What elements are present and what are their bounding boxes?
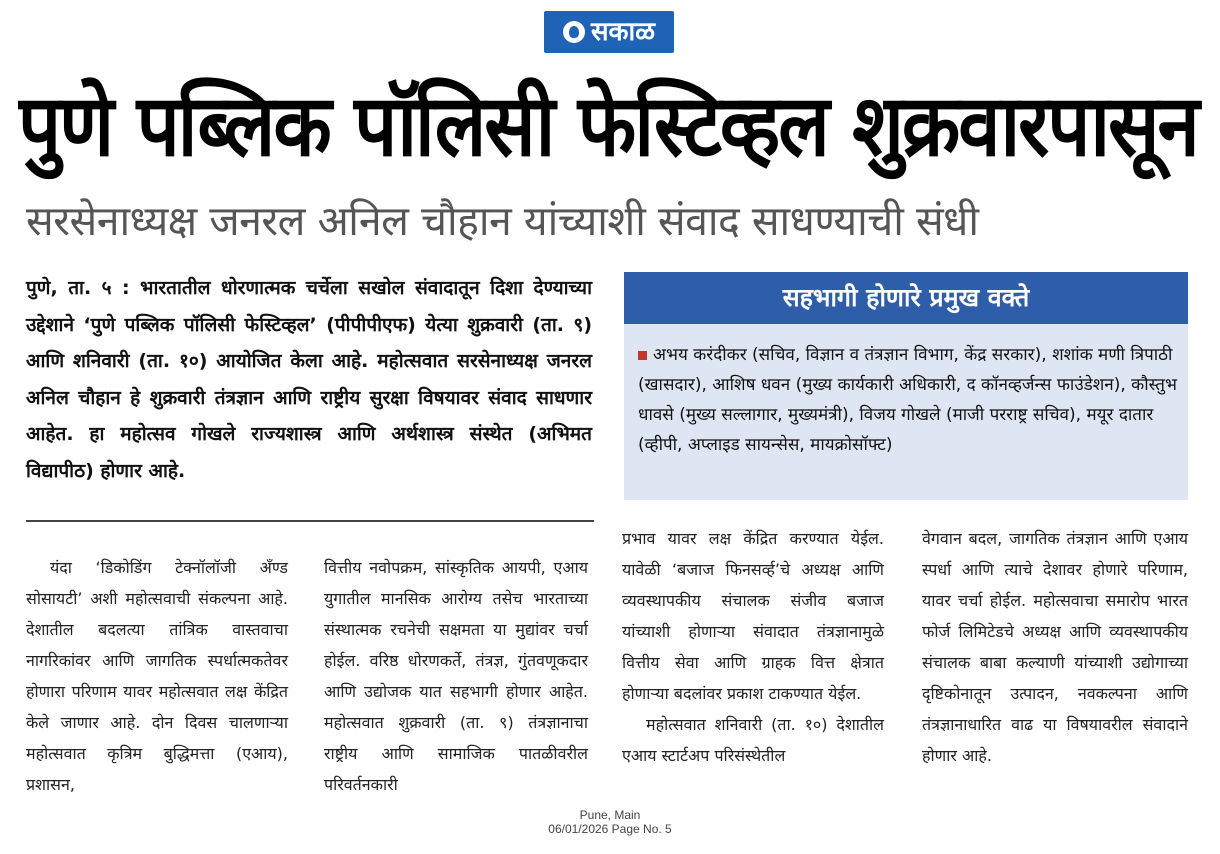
article-headline: पुणे पब्लिक पॉलिसी फेस्टिव्हल शुक्रवारपासून bbox=[18, 75, 1198, 176]
column-2-text: वित्तीय नवोपक्रम, सांस्कृतिक आयपी, एआय युगातील मानसिक आरोग्य तसेच भारताच्या संस्थात्मक रचनेची सक्षमता या मुद्यांवर चर्चा होईल. वरिष्ठ धोरणकर्ते, तंत्रज्ञ, गुंतवणूकदार आणि उद्योजक यात सहभागी होणार आहेत. महोत्सवात शुक्रवारी (ता. ९) तंत्रज्ञानाचा राष्ट्रीय आणि सामाजिक पातळीवरील परिवर्तनकारी bbox=[324, 558, 588, 794]
column-3-paragraph-2: महोत्सवात शनिवारी (ता. १०) देशातील एआय स्टार्टअप परिसंस्थेतील bbox=[622, 715, 884, 765]
footer-date-page: 06/01/2026 Page No. 5 bbox=[548, 822, 672, 836]
logo-text: सकाळ bbox=[590, 17, 656, 47]
article-column-2 bbox=[324, 552, 588, 800]
column-3-paragraph-1: प्रभाव यावर लक्ष केंद्रित करण्यात येईल. यावेळी ‘बजाज फिनसर्व्ह’चे अध्यक्ष आणि व्यवस्थापकीय संचालक संजीव बजाज यांच्याशी होणाऱ्या संवादात तंत्रज्ञानामुळे वित्तीय सेवा आणि ग्राहक वित्त क्षेत्रात होणाऱ्या बदलांवर प्रकाश टाकण्यात येईल. bbox=[622, 529, 884, 703]
speakers-box-title: सहभागी होणारे प्रमुख वक्ते bbox=[624, 272, 1188, 324]
speakers-box bbox=[624, 272, 1188, 500]
speakers-text: अभय करंदीकर (सचिव, विज्ञान व तंत्रज्ञान विभाग, केंद्र सरकार), शशांक मणी त्रिपाठी (खासदार), आशिष धवन (मुख्य कार्यकारी अधिकारी, द कॉनव्हर्जन्स फाउंडेशन), कौस्तुभ धावसे (मुख्य सल्लागार, मुख्यमंत्री), विजय गोखले (माजी परराष्ट्र सचिव), मयूर दातार (व्हीपी, अप्लाइड सायन्सेस, मायक्रोसॉफ्ट) bbox=[638, 345, 1177, 455]
article-lead-paragraph: पुणे, ता. ५ : भारतातील धोरणात्मक चर्चेला सखोल संवादातून दिशा देण्याच्या उद्देशाने ‘पुणे पब्लिक पॉलिसी फेस्टिव्हल’ (पीपीपीएफ) येत्या शुक्रवारी (ता. ९) आणि शनिवारी (ता. १०) आयोजित केला आहे. महोत्सवात सरसेनाध्यक्ष जनरल अनिल चौहान हे शुक्रवारी तंत्रज्ञान आणि राष्ट्रीय सुरक्षा विषयावर संवाद साधणार आहेत. हा महोत्सव गोखले राज्यशास्त्र आणि अर्थशास्त्र संस्थेत (अभिमत विद्यापीठ) होणार आहे. bbox=[26, 277, 592, 482]
newspaper-logo bbox=[544, 11, 674, 53]
speakers-list bbox=[624, 324, 1188, 460]
article-column-1 bbox=[26, 552, 288, 800]
article-subheadline: सरसेनाध्यक्ष जनरल अनिल चौहान यांच्याशी संवाद साधण्याची संधी bbox=[26, 197, 979, 245]
footer-edition: Pune, Main bbox=[579, 808, 641, 822]
article-column-3 bbox=[622, 523, 884, 771]
lead-divider bbox=[26, 520, 594, 522]
logo-emblem-icon bbox=[563, 21, 585, 43]
square-bullet-icon bbox=[638, 351, 647, 360]
page-footer bbox=[520, 808, 700, 836]
column-4-text: वेगवान बदल, जागतिक तंत्रज्ञान आणि एआय स्पर्धा आणि त्याचे देशावर होणारे परिणाम, यावर चर्चा होईल. महोत्सवाचा समारोप भारत फोर्ज लिमिटेडचे अध्यक्ष आणि व्यवस्थापकीय संचालक बाबा कल्याणी यांच्याशी उद्योगाच्या दृष्टिकोनातून उत्पादन, नवकल्पना आणि तंत्रज्ञानाधारित वाढ या विषयावरील संवादाने होणार आहे. bbox=[922, 529, 1188, 765]
article-column-4 bbox=[922, 523, 1188, 771]
column-1-text: यंदा ‘डिकोडिंग टेक्नॉलॉजी अँण्ड सोसायटी’ अशी महोत्सवाची संकल्पना आहे. देशातील बदलत्या तांत्रिक वास्तवाचा नागरिकांवर आणि जागतिक स्पर्धात्मकतेवर होणारा परिणाम यावर महोत्सवात लक्ष केंद्रित केले जाणार आहे. दोन दिवस चालणाऱ्या महोत्सवात कृत्रिम बुद्धिमत्ता (एआय), प्रशासन, bbox=[26, 558, 288, 794]
